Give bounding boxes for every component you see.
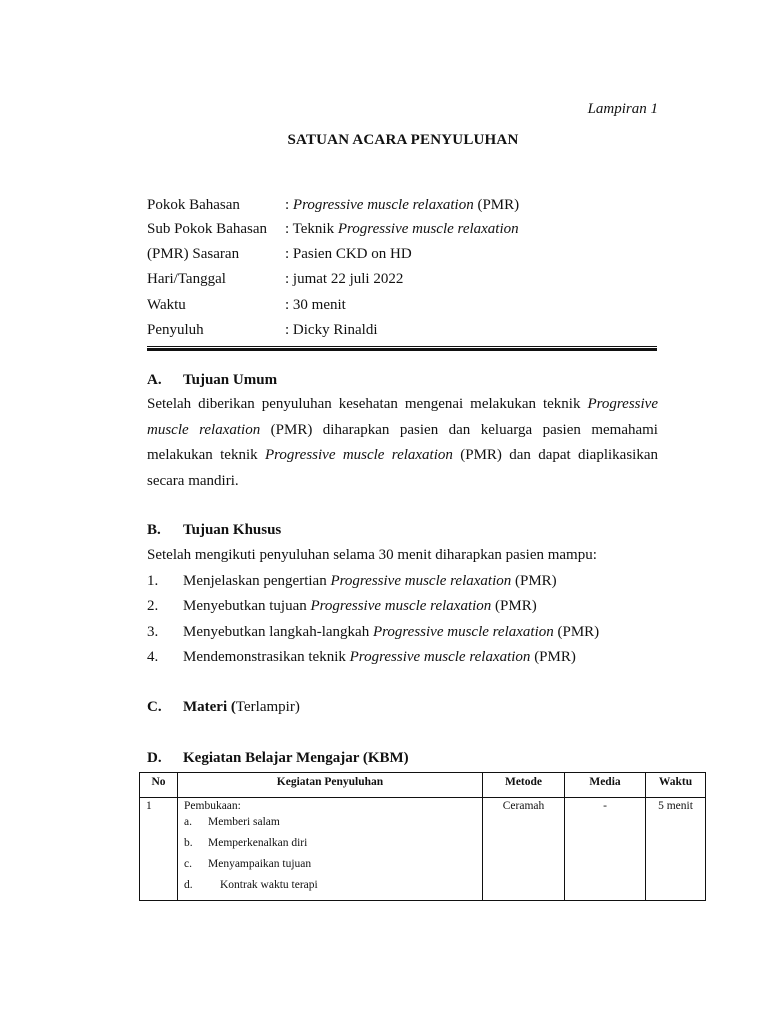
sub-item: d. Kontrak waktu terapi (184, 879, 318, 891)
info-label: Waktu (147, 297, 186, 313)
info-value: : 30 menit (285, 297, 346, 313)
info-value: : jumat 22 juli 2022 (285, 271, 404, 287)
document-title: SATUAN ACARA PENYULUHAN (287, 132, 519, 148)
info-value: : Progressive muscle relaxation (PMR) (285, 197, 520, 213)
info-label: Penyuluh (147, 322, 204, 338)
info-label: (PMR) Sasaran (147, 246, 240, 262)
info-label: Sub Pokok Bahasan (147, 221, 267, 237)
kbm-table (139, 772, 706, 901)
cell-media: - (565, 798, 646, 901)
info-value: : Dicky Rinaldi (285, 322, 378, 338)
header-no: No (140, 773, 178, 798)
info-label: Pokok Bahasan (147, 197, 240, 213)
header-kegiatan: Kegiatan Penyuluhan (178, 773, 483, 798)
divider-thin (147, 346, 657, 347)
info-label: Hari/Tanggal (147, 271, 226, 287)
info-value: : Teknik Progressive muscle relaxation (285, 221, 519, 237)
section-a-paragraph: Setelah diberikan penyuluhan kesehatan mengenai melakukan teknik Progressive muscle relaxation (PMR) diharapkan pasien dan keluarga pasien memahami melakukan teknik Progressive muscle relaxation (PMR) dan dapat diaplikasikan secara mandiri. (147, 396, 658, 489)
cell-no: 1 (140, 798, 178, 901)
kegiatan-title: Pembukaan: (184, 800, 241, 812)
cell-kegiatan (178, 798, 483, 901)
header-media: Media (565, 773, 646, 798)
lampiran-label: Lampiran 1 (587, 101, 658, 117)
header-waktu: Waktu (646, 773, 706, 798)
table-row (140, 798, 706, 901)
sub-item: c. Menyampaikan tujuan (184, 858, 312, 870)
header-metode: Metode (483, 773, 565, 798)
sub-item: a. Memberi salam (184, 816, 280, 828)
cell-waktu: 5 menit (646, 798, 706, 901)
sub-item: b. Memperkenalkan diri (184, 837, 308, 849)
cell-metode: Ceramah (483, 798, 565, 901)
table-header-row (140, 773, 706, 798)
divider-thick (147, 348, 657, 351)
section-b-intro: Setelah mengikuti penyuluhan selama 30 menit diharapkan pasien mampu: (147, 547, 597, 563)
info-value: : Pasien CKD on HD (285, 246, 412, 262)
